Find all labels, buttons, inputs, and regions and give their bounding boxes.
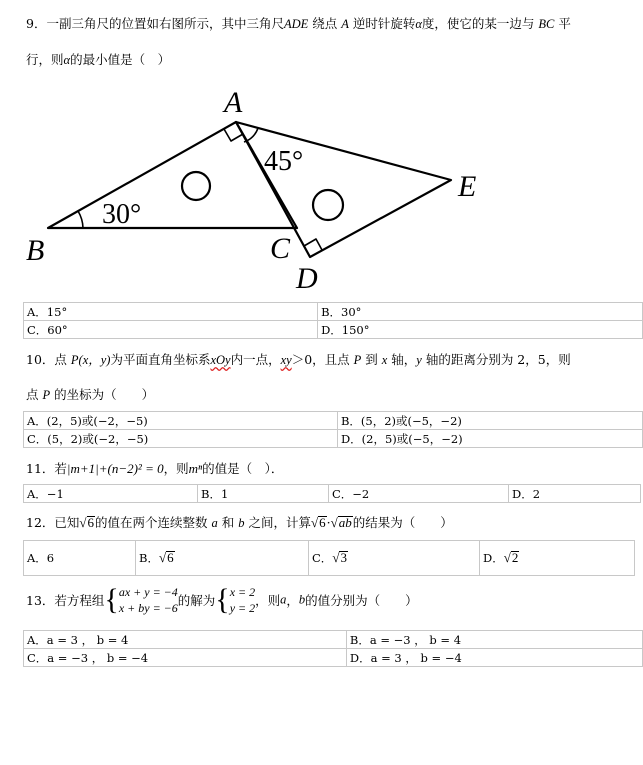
- label-c: C: [270, 232, 291, 265]
- option-9-b[interactable]: B．30°: [318, 303, 643, 321]
- option-10-c[interactable]: C．(5，2)或(−2，−5): [24, 430, 338, 448]
- option-12-c[interactable]: C．√3: [309, 541, 480, 576]
- question-9-options: [23, 302, 643, 339]
- option-13-a[interactable]: A．a = 3 ， b = 4: [24, 631, 347, 649]
- option-11-c[interactable]: C．−2: [329, 485, 509, 503]
- option-10-d[interactable]: D．(2，5)或(−5，−2): [337, 430, 642, 448]
- right-angle-mark-d: [304, 239, 322, 250]
- option-9-a[interactable]: A．15°: [24, 303, 318, 321]
- question-9-line-1: 9．一副三角尺的位置如右图所示，其中三角尺ADE 绕点 A 逆时针旋转α度，使它的某一边与 BC 平: [26, 16, 571, 31]
- question-10-line-1: 10．点 P(x，y)为平面直角坐标系xOy内一点，xy＞0，且点 P 到 x 轴，y 轴的距离分别为 2，5，则: [26, 352, 571, 367]
- option-9-d[interactable]: D．150°: [318, 321, 643, 339]
- option-13-b[interactable]: B．a = −3 ， b = 4: [346, 631, 642, 649]
- option-13-c[interactable]: C．a = −3 ， b = −4: [24, 649, 347, 667]
- question-9-line-2: 行，则α的最小值是（ ）: [26, 52, 171, 67]
- option-10-b[interactable]: B．(5，2)或(−5，−2): [337, 412, 642, 430]
- label-a: A: [224, 86, 243, 119]
- equation-system: ax + y = −4 x + by = −6: [118, 585, 178, 615]
- hole-circle-left: [182, 172, 210, 200]
- option-11-b[interactable]: B．1: [198, 485, 329, 503]
- question-13-line: 13．若方程组{ax + y = −4 x + by = −6的解为{x = 2 y = 2，则a，b的值分别为（ ）: [26, 583, 418, 616]
- question-12-line: 12．已知√6的值在两个连续整数 a 和 b 之间，计算√6·√ab的结果为（ ）: [26, 515, 453, 530]
- triangle-figure: [0, 80, 643, 300]
- option-10-a[interactable]: A．(2，5)或(−2，−5): [24, 412, 338, 430]
- question-10-options: [23, 411, 643, 448]
- question-13-options: [23, 630, 643, 667]
- option-12-a[interactable]: A．6: [24, 541, 136, 576]
- triangle-ade: [236, 122, 451, 257]
- question-11-line: 11．若|m+1|+(n−2)² = 0，则mⁿ的值是（ ）．: [26, 461, 284, 476]
- option-12-d[interactable]: D．√2: [480, 541, 635, 576]
- angle-arc-b: [78, 211, 83, 228]
- option-11-a[interactable]: A．−1: [24, 485, 198, 503]
- angle-label-30: 30°: [102, 199, 142, 230]
- angle-label-45: 45°: [264, 146, 304, 177]
- hole-circle-right: [313, 190, 343, 220]
- label-d: D: [296, 262, 318, 295]
- option-13-d[interactable]: D．a = 3 ， b = −4: [346, 649, 642, 667]
- question-12-options: [23, 540, 635, 576]
- label-e: E: [458, 170, 477, 203]
- triangle-abc: [48, 122, 297, 228]
- option-11-d[interactable]: D．2: [509, 485, 641, 503]
- option-12-b[interactable]: B．√6: [136, 541, 309, 576]
- question-11-options: [23, 484, 641, 503]
- question-10-line-2: 点 P 的坐标为（ ）: [26, 387, 155, 402]
- solution-system: x = 2 y = 2: [229, 585, 256, 615]
- label-b: B: [26, 234, 45, 267]
- option-9-c[interactable]: C．60°: [24, 321, 318, 339]
